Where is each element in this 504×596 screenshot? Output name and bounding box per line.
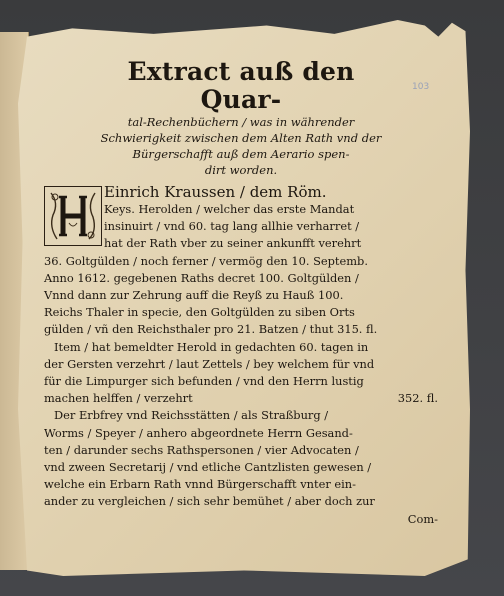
subtitle-line: tal-Rechenbüchern / was in währender bbox=[127, 115, 355, 129]
body-line: Worms / Speyer / anhero abgeordnete Herrn Gesand- bbox=[44, 425, 353, 440]
body-line: Einrich Kraussen / dem Röm. bbox=[104, 183, 327, 201]
subtitle-line: Schwierigkeit zwischen dem Alten Rath vnd der bbox=[100, 131, 382, 145]
body-line-with-amount bbox=[44, 390, 438, 407]
body-line: gülden / vñ den Reichsthaler pro 21. Batzen / thut 315. fl. bbox=[44, 322, 378, 337]
body-line: ander zu vergleichen / sich sehr bemühet / aber doch zur bbox=[44, 494, 375, 509]
document-title bbox=[97, 58, 385, 114]
second-paragraph bbox=[44, 339, 438, 408]
body-line: Item / hat bemeldter Herold in gedachten 60. tagen in bbox=[54, 339, 369, 354]
title-line: Extract auß den Quar- bbox=[127, 57, 355, 114]
body-line: 36. Goltgülden / noch ferner / vermög den 10. Septemb. bbox=[44, 253, 368, 268]
document-subtitle bbox=[44, 114, 438, 178]
body-line: Keys. Herolden / welcher das erste Mandat bbox=[104, 202, 355, 216]
catchword: Com- bbox=[407, 511, 438, 526]
body-line: vnd zween Secretarij / vnd etliche Cantzlisten gewesen / bbox=[44, 460, 372, 475]
body-line: insinuirt / vnd 60. tag lang allhie verharret / bbox=[104, 219, 360, 234]
decorated-initial-h-icon bbox=[45, 187, 101, 245]
subtitle-line: dirt worden. bbox=[204, 163, 278, 177]
page-text bbox=[44, 58, 438, 527]
third-paragraph bbox=[44, 407, 438, 510]
subtitle-line: Bürgerschafft auß dem Aerario spen- bbox=[132, 147, 350, 161]
body-line: für die Limpurger sich befunden / vnd den Herrn lustig bbox=[44, 374, 364, 389]
decorated-initial bbox=[44, 186, 102, 246]
folio-number: 103 bbox=[412, 82, 430, 92]
body-line: ten / darunder sechs Rathspersonen / vier Advocaten / bbox=[44, 442, 359, 457]
body-line: Der Erbfrey vnd Reichsstätten / als Straßburg / bbox=[54, 408, 329, 423]
body-line: der Gersten verzehrt / laut Zettels / bey welchem für vnd bbox=[44, 356, 375, 371]
amount-value: 352. fl. bbox=[397, 391, 438, 406]
body-line: welche ein Erbarn Rath vnnd Bürgerschafft vnter ein- bbox=[44, 477, 356, 492]
body-line: hat der Rath vber zu seiner ankunfft verehrt bbox=[104, 236, 362, 251]
first-paragraph bbox=[44, 184, 438, 339]
body-line: Vnnd dann zur Zehrung auff die Reyß zu Hauß 100. bbox=[44, 288, 344, 303]
body-line: Reichs Thaler in specie, den Goltgülden zu siben Orts bbox=[44, 305, 355, 320]
body-line: Anno 1612. gegebenen Raths decret 100. Goltgülden / bbox=[44, 270, 359, 285]
body-text bbox=[44, 184, 438, 527]
body-line-text: machen helffen / verzehrt bbox=[44, 391, 193, 406]
